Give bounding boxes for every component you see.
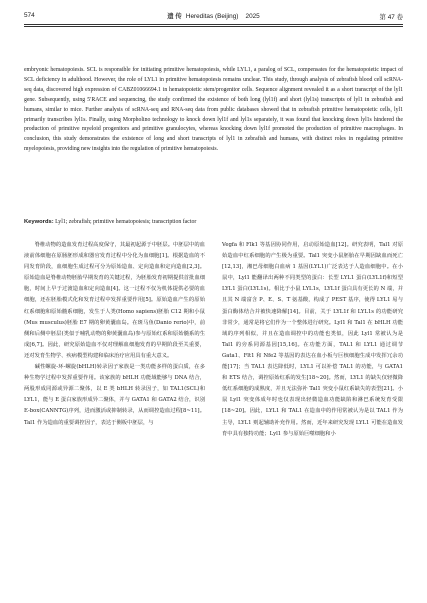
body-column-right xyxy=(222,240,403,440)
keywords-line xyxy=(24,218,403,227)
keywords-label: Keywords: xyxy=(24,219,54,225)
header-rule-top xyxy=(24,24,403,25)
journal-name-chinese: 遗 传 xyxy=(167,13,182,20)
journal-name-english: Hereditas (Beijing) xyxy=(185,13,239,20)
body-paragraph: 脊椎动物的造血发育过程高度保守，其最初起源于中胚层。中胚层中的血液前体细胞在原肠胚形成和器官发育过程中分化为血细胞[1]。根据造血的不同发育阶段，血细胞生成过程可分为原始造血、定向造血和定向造血[2,3]。原始造血是脊椎动物胚胎早期发育的关键过程，为胚胎发育初期提供首批血细胞，时间上早于过渡造血和定向造血[4]。这一过程不仅为机体提供必要的血细胞，还在胚胎模式化和发育过程中发挥重要作用[5]。原始造血产生的原始红系细胞和原始髓系细胞，发生于人类(Homo sapiens)胚胎 C12 期和小鼠(Mus musculus)胚胎 E7 期的卵黄囊血岛。在斑马鱼(Danio rerio)中，前侧和后侧中胚层(类似于哺乳动物的卵黄囊血岛)参与原始红系和原始髓系的生成[6,7]。因此，研究原始造血不仅对理解血细胞发育的早期阶段至关重要，还对发育生物学、疾病模型构建和临床治疗应用具有重大意义。 xyxy=(24,242,205,359)
body-paragraph: Vegfa 和 Flk1 等基因协同作用，启动原始造血[12]。研究表明，Tal1 对原始造血中红系细胞的产生极为重要。Tal1 突变小鼠胚胎在早期因缺血而死亡[12,13]，湘巴母细胞白血病 1 基因(LYL1)广泛表达于人造血细胞中。在小鼠中，Lyl1 能翻译出两种不同类型的蛋白：长型 LYL1 蛋白(LYL1f)和短型 LYL1 蛋白(LYL1s)。相比于小鼠 LYL1s，LYL1f 蛋白具有更长的 N 端，并且其 N 端富含 P、E、S、T 氨基酸，构成了 PEST 基序，使得 LYL1 易与蛋白酶体结合并被快速降解[14]。目前，关于 LYL1f 和 LYL1s 的功能研究非常少，通常是将它们作为一个整体进行研究。Lyl1 和 Tal1 在 bHLH 功能域的序列相似，并且在造血调控中的功能也类似，因此 Lyl1 常被认为是 Tal1 的旁系同源基因[15,16]。在功能方面，TAL1 和 LYL1 通过调节 Gata1、Flt1 和 Nfe2 等基因的表达在血小板与巨核细胞生成中发挥冗余功能[17]；当 TAL1 表达降低时，LYL1 可以补偿 TAL1 的功能，与 GATA1 和 ETS 结合，调控原始红系的发生[18~20]。然而，LYL1 的缺失仅轻微降低红系细胞的成熟度，并且无法弥补 Tal1 突变小鼠红系缺失的表型[21]。小鼠 Lyl1 突变体成年时也仅表现出轻微造血功能缺陷和淋巴系统发育受限[18~20]。因此，LYL1 和 TAL1 在造血中的作用常被认为是以 TAL1 作为主导，LYL1 则起辅助补充作用。然而，近年来研究发现 LYL1 可能在造血发育中具有独特功能；Lyl1 参与原始巨噬细胞和小 xyxy=(222,242,403,437)
page-number: 574 xyxy=(24,12,35,19)
body-paragraph: 碱性螺旋-环-螺旋(bHLH)转录因子家族是一类功能多样的蛋白质，在多种生物学过程中发挥重要作用。该家族的 bHLH 功能域能够与 DNA 结合，两股形成同源或异源二聚体，以 E 类 bHLH 转录因子，如 TAL1(SCL)和 LYL1，能与 E 蛋白家族形成异二聚体，并与 GATA1 和 GATA2 结合，识别 E-box(CANNTG)序列，进而激活或抑制转录，从而调控造血过程[8~11]。Tal1 作为造血的重要调控因子，表达于侧板中胚层，与 xyxy=(24,364,205,426)
running-header xyxy=(24,10,403,23)
journal-name xyxy=(24,11,403,20)
journal-year: 2025 xyxy=(245,13,260,20)
keywords-text: Lyl1; zebrafish; primitive hematopoiesis; transcription factor xyxy=(53,219,197,225)
journal-volume: 第 47 卷 xyxy=(379,14,403,21)
abstract-paragraph: embryonic hematopoiesis. SCL is responsible for initiating primitive hematopoiesis, while LYL1, a paralog of SCL, compensates for the hematopoietic impact of SCL deficiency in adulthood. However, the role of LYL1 in primitive hematopoiesis remains unclear. This study, through analysis of zebrafish blood cell scRNA-seq data, discovered high expression of CABZ01066694.1 in hematopoietic stem/progenitor cells. Sequence alignment revealed it as a short transcript of the lyl1 gene. Subsequently, using 5′RACE and sequencing, the study confirmed the existence of both long (lyl1f) and short (lyl1s) transcripts of lyl1 in zebrafish and humans, similar to mice. Further analysis of scRNA-seq and RNA-seq data from public databases showed that in zebrafish primitive hematopoietic cells, lyl1 primarily transcribes lyl1s. Finally, using Morpholino technology to knock down lyl1f and lyl1s separately, it was found that knocking down lyl1s hindered the production of primitive myeloid progenitors and primitive granulocytes, whereas knocking down lyl1f promoted the production of primitive macrophages. In conclusion, this study demonstrates the existence of long and short transcripts of lyl1 in zebrafish and humans, with distinct roles in regulating primitive myelopoiesis, providing new insights into the regulation of primitive hematopoiesis. xyxy=(24,67,403,153)
header-rule-bottom xyxy=(24,26,403,27)
body-column-left xyxy=(24,240,205,429)
